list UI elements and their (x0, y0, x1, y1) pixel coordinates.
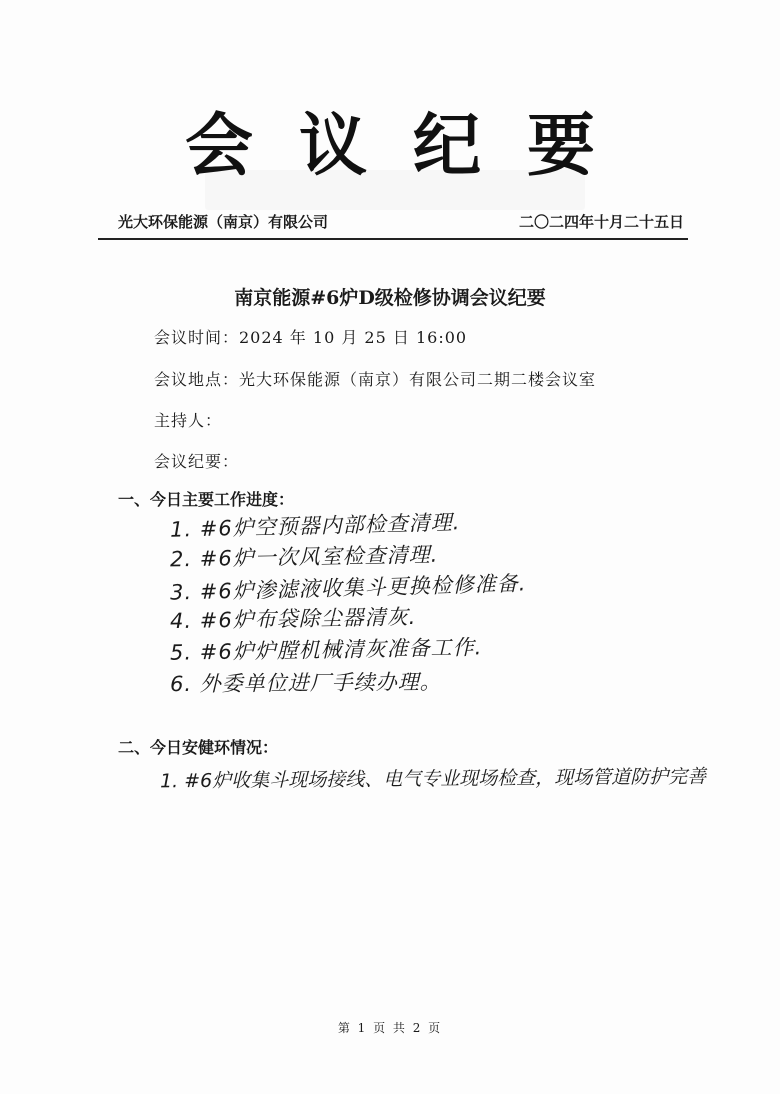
document-title: 会议纪要 (184, 106, 641, 186)
document-date: 二〇二四年十月二十五日 (518, 213, 684, 231)
handwritten-item: 1. #6炉空预器内部检查清理. (169, 510, 461, 542)
organization-name: 光大环保能源（南京）有限公司 (118, 213, 329, 231)
meeting-minutes-label: 会议纪要： (154, 452, 240, 471)
handwritten-item: 2. #6炉一次风室检查清理. (169, 542, 439, 572)
handwritten-item: 6. 外委单位进厂手续办理。 (169, 669, 442, 697)
header-divider (98, 238, 688, 240)
handwritten-item: 1. #6炉收集斗现场接线、电气专业现场检查，现场管道防护完善 (159, 765, 707, 793)
section-heading-safety: 二、今日安健环情况： (118, 738, 279, 757)
handwritten-item: 4. #6炉布袋除尘器清灰. (169, 604, 417, 634)
meeting-time: 会议时间：2024 年 10 月 25 日 16:00 (154, 328, 468, 347)
section-heading-progress: 一、今日主要工作进度： (118, 490, 295, 509)
page-footer: 第 1 页 共 2 页 (337, 1021, 443, 1035)
handwritten-item: 3. #6炉渗滤液收集斗更换检修准备. (169, 571, 527, 605)
handwritten-item: 5. #6炉炉膛机械清灰准备工作. (169, 635, 483, 665)
meeting-location: 会议地点：光大环保能源（南京）有限公司二期二楼会议室 (154, 370, 597, 389)
meeting-subject: 南京能源#6炉D级检修协调会议纪要 (234, 287, 546, 309)
meeting-host: 主持人： (154, 411, 223, 430)
